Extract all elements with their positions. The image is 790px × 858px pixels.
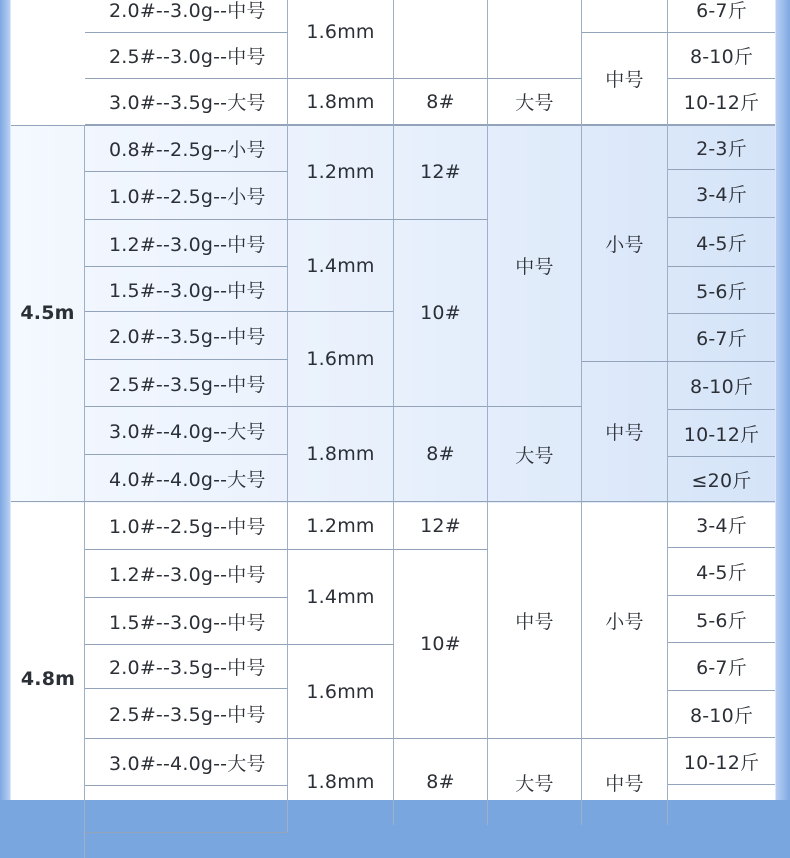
spec-cell: 2.5#--3.5g--中号 (85, 689, 288, 739)
size-cell: 中号 (582, 33, 668, 125)
weight-cell: 10-12斤 (668, 79, 775, 125)
float-cell: 中号 (488, 125, 582, 407)
float-cell: 中号 (488, 502, 582, 739)
spec-cell: 1.0#--2.5g--小号 (85, 172, 288, 220)
weight-cell: 8-10斤 (668, 362, 775, 410)
line-cell: 1.2mm (288, 502, 394, 550)
float-cell: 大号 (488, 407, 582, 502)
size-cell: 中号 (582, 362, 668, 502)
hook-cell: 12# (394, 502, 488, 550)
weight-cell: 3-4斤 (668, 502, 775, 548)
weight-cell: 6-7斤 (668, 314, 775, 362)
spec-cell: 3.0#--4.0g--大号 (85, 407, 288, 455)
hook-cell-empty (394, 0, 488, 79)
spec-cell: 4.0#--4.0g--大号 (85, 455, 288, 502)
spec-cell: 3.0#--4.0g--大号 (85, 739, 288, 786)
spec-cell: 1.2#--3.0g--中号 (85, 550, 288, 598)
spec-cell: 3.0#--3.5g--大号 (85, 79, 288, 125)
spec-cell: 2.0#--3.0g--中号 (85, 0, 288, 33)
float-cell-empty (488, 0, 582, 79)
weight-cell: ≤20斤 (668, 457, 775, 502)
weight-cell: 5-6斤 (668, 267, 775, 314)
hook-cell: 8# (394, 407, 488, 502)
spec-cell: 2.5#--3.0g--中号 (85, 33, 288, 79)
spec-cell: 2.5#--3.5g--中号 (85, 360, 288, 407)
line-cell: 1.8mm (288, 739, 394, 825)
float-cell: 大号 (488, 739, 582, 825)
line-cell: 1.8mm (288, 407, 394, 502)
line-cell: 1.6mm (288, 0, 394, 79)
weight-cell: 4-5斤 (668, 548, 775, 596)
weight-cell: 3-4斤 (668, 170, 775, 218)
hook-cell: 10# (394, 220, 488, 407)
weight-cell: 10-12斤 (668, 738, 775, 785)
weight-cell: 2-3斤 (668, 125, 775, 170)
spec-cell: 1.0#--2.5g--中号 (85, 502, 288, 550)
hook-cell: 8# (394, 739, 488, 825)
line-cell: 1.6mm (288, 645, 394, 739)
spec-cell: 1.5#--3.0g--中号 (85, 598, 288, 645)
length-label: 4.8m (20, 668, 76, 690)
line-cell: 1.4mm (288, 550, 394, 645)
weight-cell: 8-10斤 (668, 33, 775, 79)
size-cell-empty (582, 0, 668, 33)
size-cell: 中号 (582, 739, 668, 825)
spec-cell: 1.2#--3.0g--中号 (85, 220, 288, 267)
length-cell: 4.5m (11, 125, 85, 502)
float-cell: 大号 (488, 79, 582, 125)
spec-cell: 1.5#--3.0g--中号 (85, 267, 288, 312)
line-cell: 1.8mm (288, 79, 394, 125)
weight-cell: 5-6斤 (668, 596, 775, 643)
weight-cell: 6-7斤 (668, 643, 775, 691)
spec-cell: 0.8#--2.5g--小号 (85, 125, 288, 172)
size-cell: 小号 (582, 502, 668, 739)
line-cell: 1.4mm (288, 220, 394, 312)
line-cell: 1.6mm (288, 312, 394, 407)
weight-cell: 4-5斤 (668, 218, 775, 267)
weight-cell: 6-7斤 (668, 0, 775, 33)
hook-cell: 10# (394, 550, 488, 739)
line-cell: 1.2mm (288, 125, 394, 220)
weight-cell: 10-12斤 (668, 410, 775, 457)
spec-cell: 2.0#--3.5g--中号 (85, 645, 288, 689)
hook-cell: 12# (394, 125, 488, 220)
spec-cell: 2.0#--3.5g--中号 (85, 312, 288, 360)
hook-cell: 8# (394, 79, 488, 125)
size-cell: 小号 (582, 125, 668, 362)
spec-cell-cut (85, 786, 288, 833)
weight-cell: 8-10斤 (668, 691, 775, 738)
